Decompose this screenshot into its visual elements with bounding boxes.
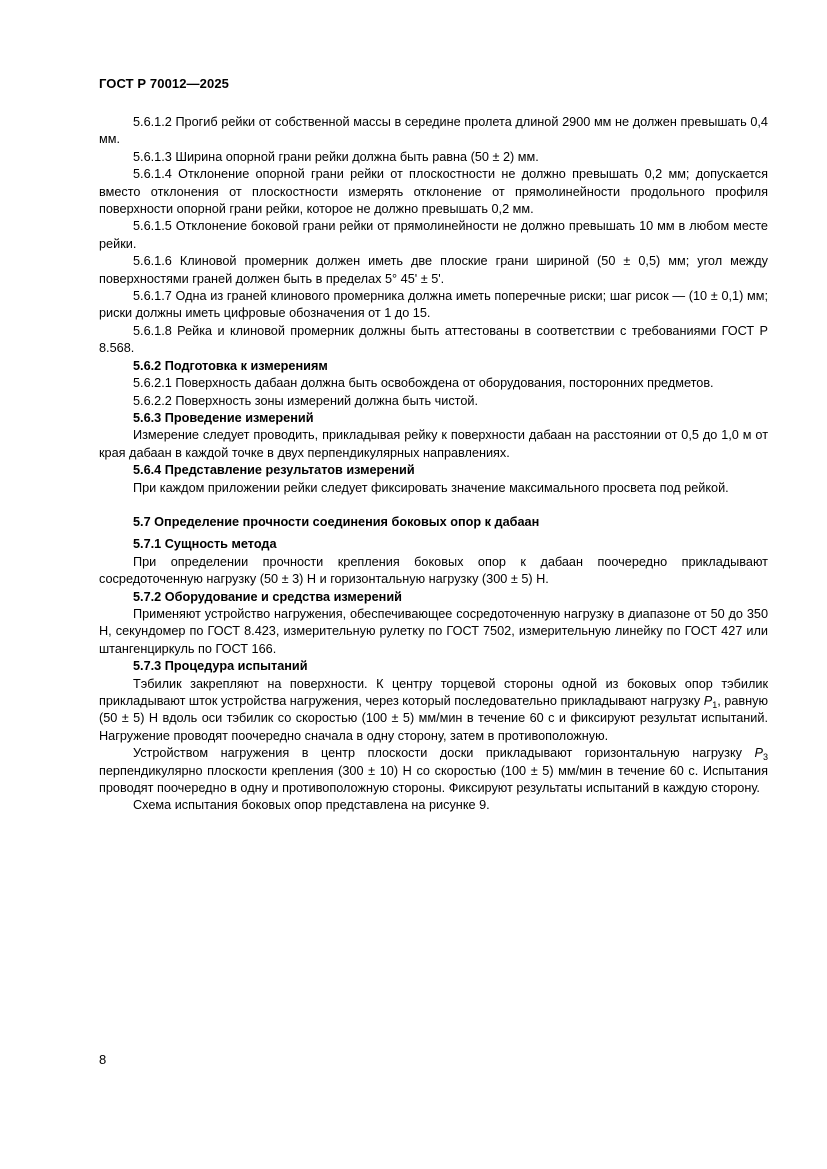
text-run: , равную (50 ± 5) Н вдоль оси тэбилик со скоростью (100 ± 5) мм/мин в течение 60 с и фиксируют результат испытаний. Нагружение проводят поочередно сначала в одну сторону, затем в противоположную. [99,694,768,743]
heading-5-6-4: 5.6.4 Представление результатов измерений [133,463,415,478]
para-5-6-1-4: 5.6.1.4 Отклонение опорной грани рейки от плоскостности не должно превышать 0,2 мм; допускается вместо отклонения от плоскостности измерять отклонение от прямолинейности продольного профиля поверхности опорной грани рейки, которое не должно превышать 0,2 мм. [99,167,768,217]
heading-5-6-2: 5.6.2 Подготовка к измерениям [133,358,328,373]
load-symbol: P [703,694,713,708]
para-5-6-1-3: 5.6.1.3 Ширина опорной грани рейки должна быть равна (50 ± 2) мм. [133,149,539,164]
load-subscript: 3 [762,752,768,763]
para-5-6-1-6: 5.6.1.6 Клиновой промерник должен иметь две плоские грани шириной (50 ± 0,5) мм; угол между поверхностями граней должен быть в пределах 5° 45' ± 5'. [99,254,768,286]
para-5-6-1-7: 5.6.1.7 Одна из граней клинового промерника должна иметь поперечные риски; шаг рисок — (10 ± 0,1) мм; риски должны иметь цифровые обозначения от 1 до 15. [99,289,768,321]
load-subscript: 1 [712,700,718,710]
heading-5-7-1: 5.7.1 Сущность метода [133,537,277,552]
heading-5-7-2: 5.7.2 Оборудование и средства измерений [133,589,402,604]
para-5-7-1: При определении прочности крепления боковых опор к дабаан поочередно прикладывают сосредоточенную нагрузку (50 ± 3) Н и горизонтальную нагрузку (300 ± 5) Н. [99,554,768,587]
text-run: перпендикулярно плоскости крепления (300 ± 10) Н со скоростью (100 ± 5) мм/мин в течение 60 с. Испытания проводят поочередно в одну и противоположную стороны. Фиксируют результаты испытаний в каждую сторону. [99,763,768,796]
para-5-6-1-2: 5.6.1.2 Прогиб рейки от собственной массы в середине пролета длиной 2900 мм не должен превышать 0,4 мм. [99,115,768,147]
para-5-6-3: Измерение следует проводить, прикладывая рейку к поверхности дабаан на расстоянии от 0,5 до 1,0 м от края дабаан в каждой точке в двух перпендикулярных направлениях. [99,428,768,460]
para-5-6-1-8: 5.6.1.8 Рейка и клиновой промерник должны быть аттестованы в соответствии с требованиями ГОСТ Р 8.568. [99,323,768,356]
heading-5-7-3: 5.7.3 Процедура испытаний [133,659,308,674]
para-5-7-3-b [99,745,768,797]
document-body [99,114,768,815]
para-5-7-3-a [99,676,768,746]
para-5-6-1-5: 5.6.1.5 Отклонение боковой грани рейки от прямолинейности не должно превышать 10 мм в любом месте рейки. [99,219,768,251]
page-number: 8 [99,1052,107,1067]
document-header: ГОСТ Р 70012—2025 [99,76,229,91]
text-run: Тэбилик закрепляют на поверхности. К центру торцевой стороны одной из боковых опор тэбилик прикладывают шток устройства нагружения, через который последовательно прикладывают нагрузку [99,676,768,708]
para-5-6-4: При каждом приложении рейки следует фиксировать значение максимального просвета под рейкой. [133,480,729,495]
para-5-7-3-c: Схема испытания боковых опор представлена на рисунке 9. [133,798,490,813]
heading-5-6-3: 5.6.3 Проведение измерений [133,410,314,425]
heading-5-7: 5.7 Определение прочности соединения боковых опор к дабаан [133,514,540,529]
para-5-6-2-2: 5.6.2.2 Поверхность зоны измерений должна быть чистой. [133,393,479,408]
load-symbol: P [754,746,763,761]
para-5-7-2: Применяют устройство нагружения, обеспечивающее сосредоточенную нагрузку в диапазоне от 50 до 350 Н, секундомер по ГОСТ 8.423, измерительную рулетку по ГОСТ 7502, измерительную линейку по ГОСТ 427 или штангенциркуль по ГОСТ 166. [99,606,768,656]
text-run: Устройством нагружения в центр плоскости доски прикладывают горизонтальную нагрузку [133,746,755,761]
para-5-6-2-1: 5.6.2.1 Поверхность дабаан должна быть освобождена от оборудования, посторонних предметов. [133,376,714,391]
